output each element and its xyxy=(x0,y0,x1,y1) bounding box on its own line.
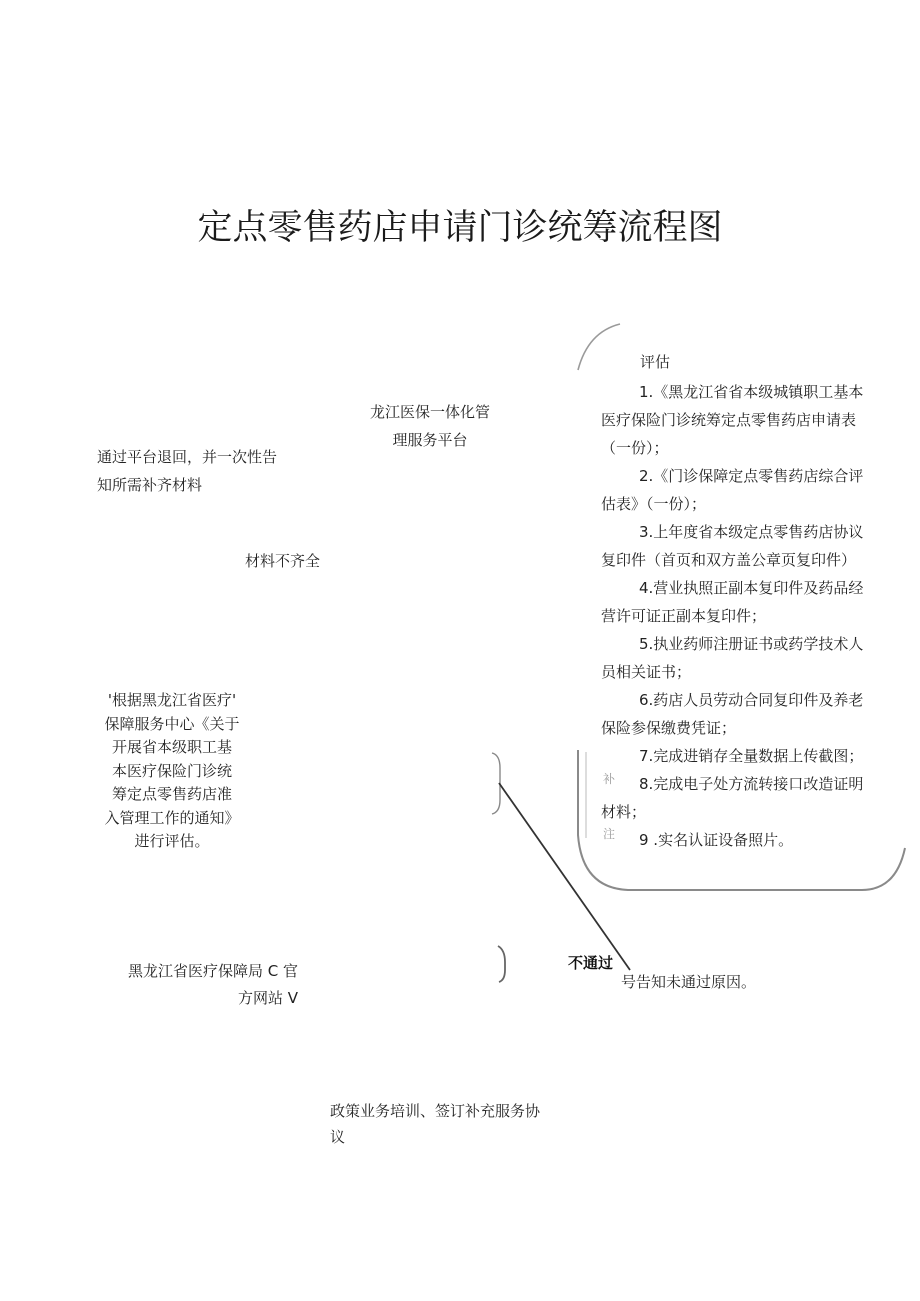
materials-line: 4.营业执照正副本复印件及药品经 xyxy=(639,579,864,597)
platform-line-2: 理服务平台 xyxy=(392,431,468,449)
ghost-text-2: 注 xyxy=(603,827,616,841)
training-line-2: 议 xyxy=(330,1128,346,1146)
return-note-line-1: 通过平台退回，并一次性告 xyxy=(97,448,278,466)
basis-line: 开展省本级职工基 xyxy=(111,738,232,756)
bracket-lower xyxy=(498,946,505,982)
official-site-line-1: 黑龙江省医疗保障局 C 官 xyxy=(128,962,299,980)
incomplete-label: 材料不齐全 xyxy=(245,552,321,570)
platform-line-1: 龙江医保一体化管 xyxy=(369,403,490,421)
training-node xyxy=(330,1098,570,1150)
fail-note: 号告知未通过原因。 xyxy=(621,973,757,991)
materials-line: 估表》（一份）； xyxy=(601,495,707,513)
assessment-basis xyxy=(92,689,252,854)
materials-line: 1.《黑龙江省省本级城镇职工基本 xyxy=(639,383,864,401)
page-title: 定点零售药店申请门诊统筹流程图 xyxy=(197,208,723,248)
materials-list xyxy=(601,378,891,854)
return-note xyxy=(97,443,327,499)
materials-line: 7.完成进销存全量数据上传截图； xyxy=(639,747,864,765)
official-site-node xyxy=(128,958,328,1012)
materials-heading: 评估 xyxy=(640,353,671,371)
materials-line: 员相关证书； xyxy=(601,663,692,681)
materials-line: 营许可证正副本复印件； xyxy=(601,607,767,625)
materials-line: 医疗保险门诊统筹定点零售药店申请表 xyxy=(601,411,857,429)
materials-line: （一份）； xyxy=(601,439,669,457)
platform-node xyxy=(350,398,510,454)
basis-line: 保障服务中心《关于 xyxy=(104,714,240,733)
materials-line: 6.药店人员劳动合同复印件及养老 xyxy=(639,691,864,709)
materials-line: 材料； xyxy=(601,803,647,821)
return-note-line-2: 知所需补齐材料 xyxy=(97,476,203,494)
ghost-text-1: 补 xyxy=(603,772,616,786)
basis-line: 入管理工作的通知》 xyxy=(104,808,240,827)
basis-line: '根据黑龙江省医疗' xyxy=(107,691,237,709)
basis-line: 筹定点零售药店准 xyxy=(111,785,232,803)
basis-line: 本医疗保险门诊统 xyxy=(111,761,232,780)
official-site-line-2: 方网站 V xyxy=(238,989,299,1007)
training-line-1: 政策业务培训、签订补充服务协 xyxy=(330,1102,541,1120)
fail-label: 不通过 xyxy=(568,954,614,972)
materials-line: 复印件（首页和双方盖公章页复印件） xyxy=(601,551,857,569)
materials-line: 3.上年度省本级定点零售药店协议 xyxy=(639,523,864,541)
materials-line: 9 .实名认证设备照片。 xyxy=(639,831,794,849)
materials-line: 5.执业药师注册证书或药学技术人 xyxy=(639,635,864,653)
materials-line: 8.完成电子处方流转接口改造证明 xyxy=(639,775,864,793)
materials-line: 2.《门诊保障定点零售药店综合评 xyxy=(639,467,864,485)
materials-line: 保险参保缴费凭证； xyxy=(601,719,737,737)
basis-line: 进行评估。 xyxy=(134,832,210,850)
materials-box-top-arc xyxy=(578,324,620,370)
